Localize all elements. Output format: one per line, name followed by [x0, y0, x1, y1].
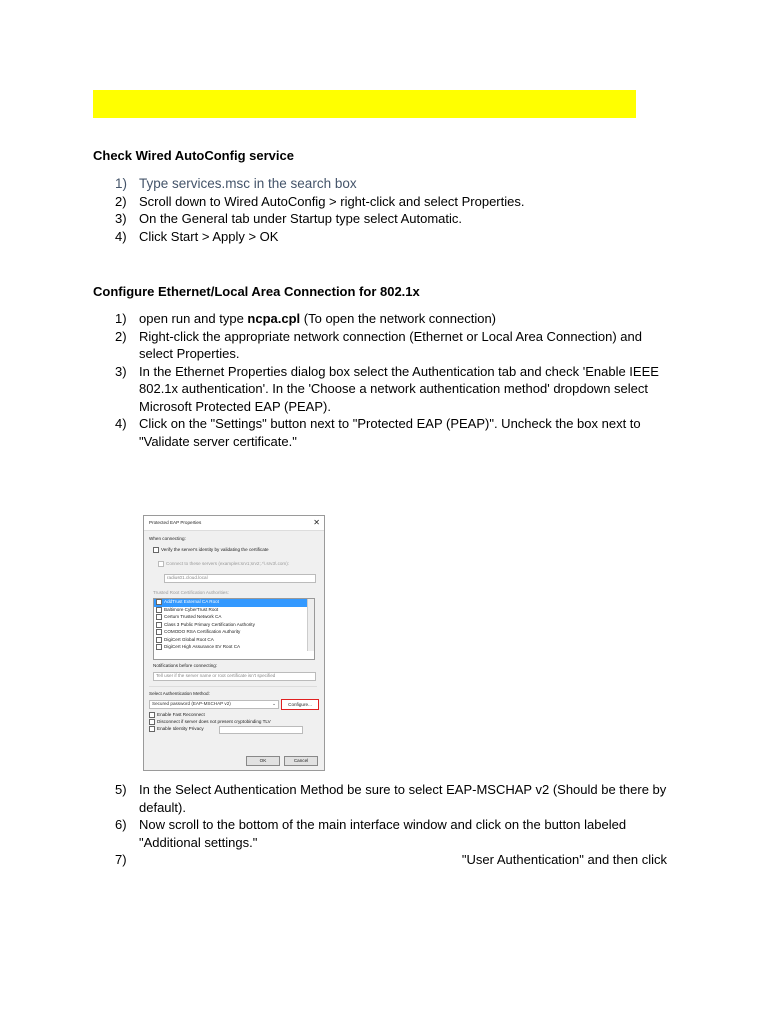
list-item: Certum Trusted Network CA [154, 614, 314, 622]
checkbox-icon [156, 644, 162, 650]
list-item: 7) "User Authentication" and then click [115, 852, 667, 867]
identity-privacy-row: Enable Identity Privacy [149, 726, 204, 732]
connect-servers-label: Connect to these servers (examples:srv1;srv2;.*\.srv3\.com): [158, 561, 289, 567]
section2-steps-continued [115, 781, 675, 869]
cancel-button: Cancel [284, 756, 318, 766]
checkbox-icon [156, 637, 162, 643]
checkbox-icon [149, 712, 155, 718]
list-item: 1) open run and type ncpa.cpl (To open the network connection) [115, 311, 497, 326]
list-item: 4) Click Start > Apply > OK [115, 228, 279, 244]
checkbox-icon [156, 614, 162, 620]
scrollbar [307, 599, 314, 651]
peap-dialog-screenshot [143, 515, 325, 771]
checkbox-icon [156, 599, 162, 605]
checkbox-icon [149, 719, 155, 725]
section1-heading: Check Wired AutoConfig service [93, 148, 294, 163]
method-dropdown: Secured password (EAP-MSCHAP v2) ⌄ [149, 700, 279, 709]
when-connecting-label: When connecting: [149, 536, 186, 541]
list-item: 2) Right-click the appropriate network connection (Ethernet or Local Area Connection) and select Properties. [115, 328, 642, 361]
list-item: Class 3 Public Primary Certification Authority [154, 622, 314, 630]
section1-steps [115, 175, 675, 245]
ok-button: OK [246, 756, 280, 766]
checkbox-icon [149, 726, 155, 732]
checkbox-icon [156, 629, 162, 635]
section2-steps [115, 310, 675, 450]
checkbox-icon [156, 607, 162, 613]
checkbox-icon [153, 547, 159, 553]
list-item: 4) Click on the "Settings" button next to "Protected EAP (PEAP)". Uncheck the box next to "Validate server certificate." [115, 416, 641, 449]
fast-reconnect-row: Enable Fast Reconnect [149, 712, 205, 718]
list-item: DigiCert High Assurance EV Root CA [154, 644, 314, 652]
checkbox-icon [156, 622, 162, 628]
list-item: 3) In the Ethernet Properties dialog box select the Authentication tab and check 'Enable IEEE 802.1x authentication'. In the 'Choose a network authentication method' dropdown select Microsoft Protected EAP (PEAP). [115, 363, 659, 414]
list-item: 1) Type services.msc in the search box [115, 176, 357, 191]
section2-heading: Configure Ethernet/Local Area Connection for 802.1x [93, 284, 420, 299]
list-item: 5) In the Select Authentication Method be sure to select EAP-MSCHAP v2 (Should be there by default). [115, 782, 667, 815]
dialog-title: Protected EAP Properties [149, 520, 202, 525]
disconnect-tlv-row: Disconnect if server does not present cryptobinding TLV [149, 719, 271, 725]
identity-field [219, 726, 303, 734]
server-field: radius01.cloud.local [164, 574, 316, 583]
list-item: Baltimore CyberTrust Root [154, 607, 314, 615]
list-item: 2) Scroll down to Wired AutoConfig > right-click and select Properties. [115, 193, 525, 209]
ca-listbox [153, 598, 315, 660]
highlight-bar [93, 90, 636, 118]
list-item: 3) On the General tab under Startup type select Automatic. [115, 211, 463, 226]
notifications-dropdown: Tell user if the server name or root certificate isn't specified [153, 672, 316, 681]
checkbox-icon [158, 561, 164, 567]
list-item: 6) Now scroll to the bottom of the main interface window and click on the button labeled "Additional settings." [115, 817, 627, 850]
verify-checkbox-row: Verify the server's identity by validating the certificate [153, 547, 269, 553]
chevron-down-icon: ⌄ [272, 701, 276, 706]
configure-button: Configure... [281, 699, 319, 710]
close-icon: ✕ [313, 518, 320, 527]
divider [149, 686, 317, 687]
list-item: COMODO RSA Certification Authority [154, 629, 314, 637]
select-method-label: Select Authentication Method: [149, 691, 210, 696]
dialog-titlebar [144, 516, 324, 531]
notifications-label: Notifications before connecting: [153, 663, 218, 668]
trusted-root-label: Trusted Root Certification Authorities: [153, 590, 229, 595]
list-item: AddTrust External CA Root [154, 599, 314, 607]
list-item: DigiCert Global Root CA [154, 637, 314, 645]
